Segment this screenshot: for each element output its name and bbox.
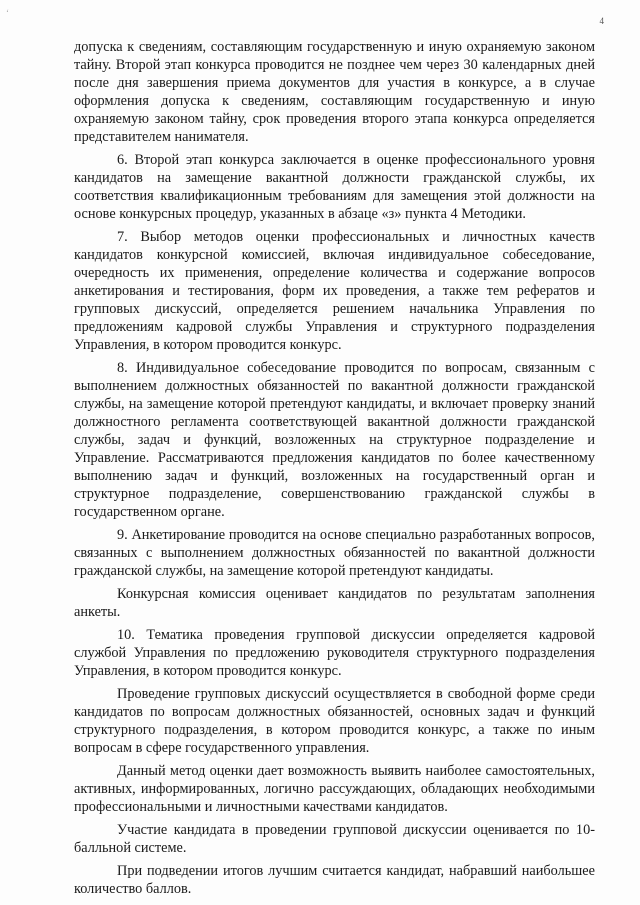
paragraph-2: 6. Второй этап конкурса заключается в оценке профессионального уровня кандидатов на замещение вакантной должности гражданской службы, их соответствия квалификационным требованиям для замещения этой должности на основе конкурсных процедур, указанных в абзаце «з» пункта 4 Методики. bbox=[74, 152, 595, 222]
paragraph-5: 9. Анкетирование проводится на основе специально разработанных вопросов, связанных с выполнением должностных обязанностей по вакантной должности гражданской службы, на замещение которой претендуют кандидаты. bbox=[74, 527, 595, 579]
paragraph-7: 10. Тематика проведения групповой дискуссии определяется кадровой службой Управления по предложению руководителя структурного подразделения Управления, в котором проводится конкурс. bbox=[74, 627, 595, 679]
scan-mark: ‘ bbox=[6, 8, 9, 18]
page-number: 4 bbox=[599, 16, 604, 26]
document-body bbox=[74, 38, 595, 903]
paragraph-11: При подведении итогов лучшим считается кандидат, набравший наибольшее количество баллов. bbox=[74, 863, 595, 897]
paragraph-3: 7. Выбор методов оценки профессиональных и личностных качеств кандидатов конкурсной комиссией, включая индивидуальное собеседование, очередность их применения, определение количества и содержание вопросов анкетирования и тестирования, форм их проведения, а также тем рефератов и групповых дискуссий, определяется решением начальника Управления по предложениям кадровой службы Управления и структурного подразделения Управления, в котором проводится конкурс. bbox=[74, 229, 595, 353]
paragraph-6: Конкурсная комиссия оценивает кандидатов по результатам заполнения анкеты. bbox=[74, 586, 595, 620]
paragraph-8: Проведение групповых дискуссий осуществляется в свободной форме среди кандидатов по вопросам должностных обязанностей, основных задач и функций структурного подразделения, в котором проводится конкурс, а также по иным вопросам в сфере государственного управления. bbox=[74, 686, 595, 756]
paragraph-4: 8. Индивидуальное собеседование проводится по вопросам, связанным с выполнением должностных обязанностей по вакантной должности гражданской службы, на замещение которой претендуют кандидаты, и включает проверку знаний должностного регламента соответствующей вакантной должности гражданской службы, задач и функций, возложенных на структурное подразделение и Управление. Рассматриваются предложения кандидатов по более качественному выполнению задач и функций, возложенных на государственный орган и структурное подразделение, совершенствованию гражданской службы в государственном органе. bbox=[74, 360, 595, 520]
paragraph-10: Участие кандидата в проведении групповой дискуссии оценивается по 10-балльной системе. bbox=[74, 822, 595, 856]
paragraph-9: Данный метод оценки дает возможность выявить наиболее самостоятельных, активных, информированных, логично рассуждающих, обладающих необходимыми профессиональными и личностными качествами кандидатов. bbox=[74, 763, 595, 815]
paragraph-1: допуска к сведениям, составляющим государственную и иную охраняемую законом тайну. Второй этап конкурса проводится не позднее чем через 30 календарных дней после дня завершения приема документов для участия в конкурсе, а в случае оформления допуска к сведениям, составляющим государственную и иную охраняемую законом тайну, срок проведения второго этапа конкурса определяется представителем нанимателя. bbox=[74, 39, 595, 145]
